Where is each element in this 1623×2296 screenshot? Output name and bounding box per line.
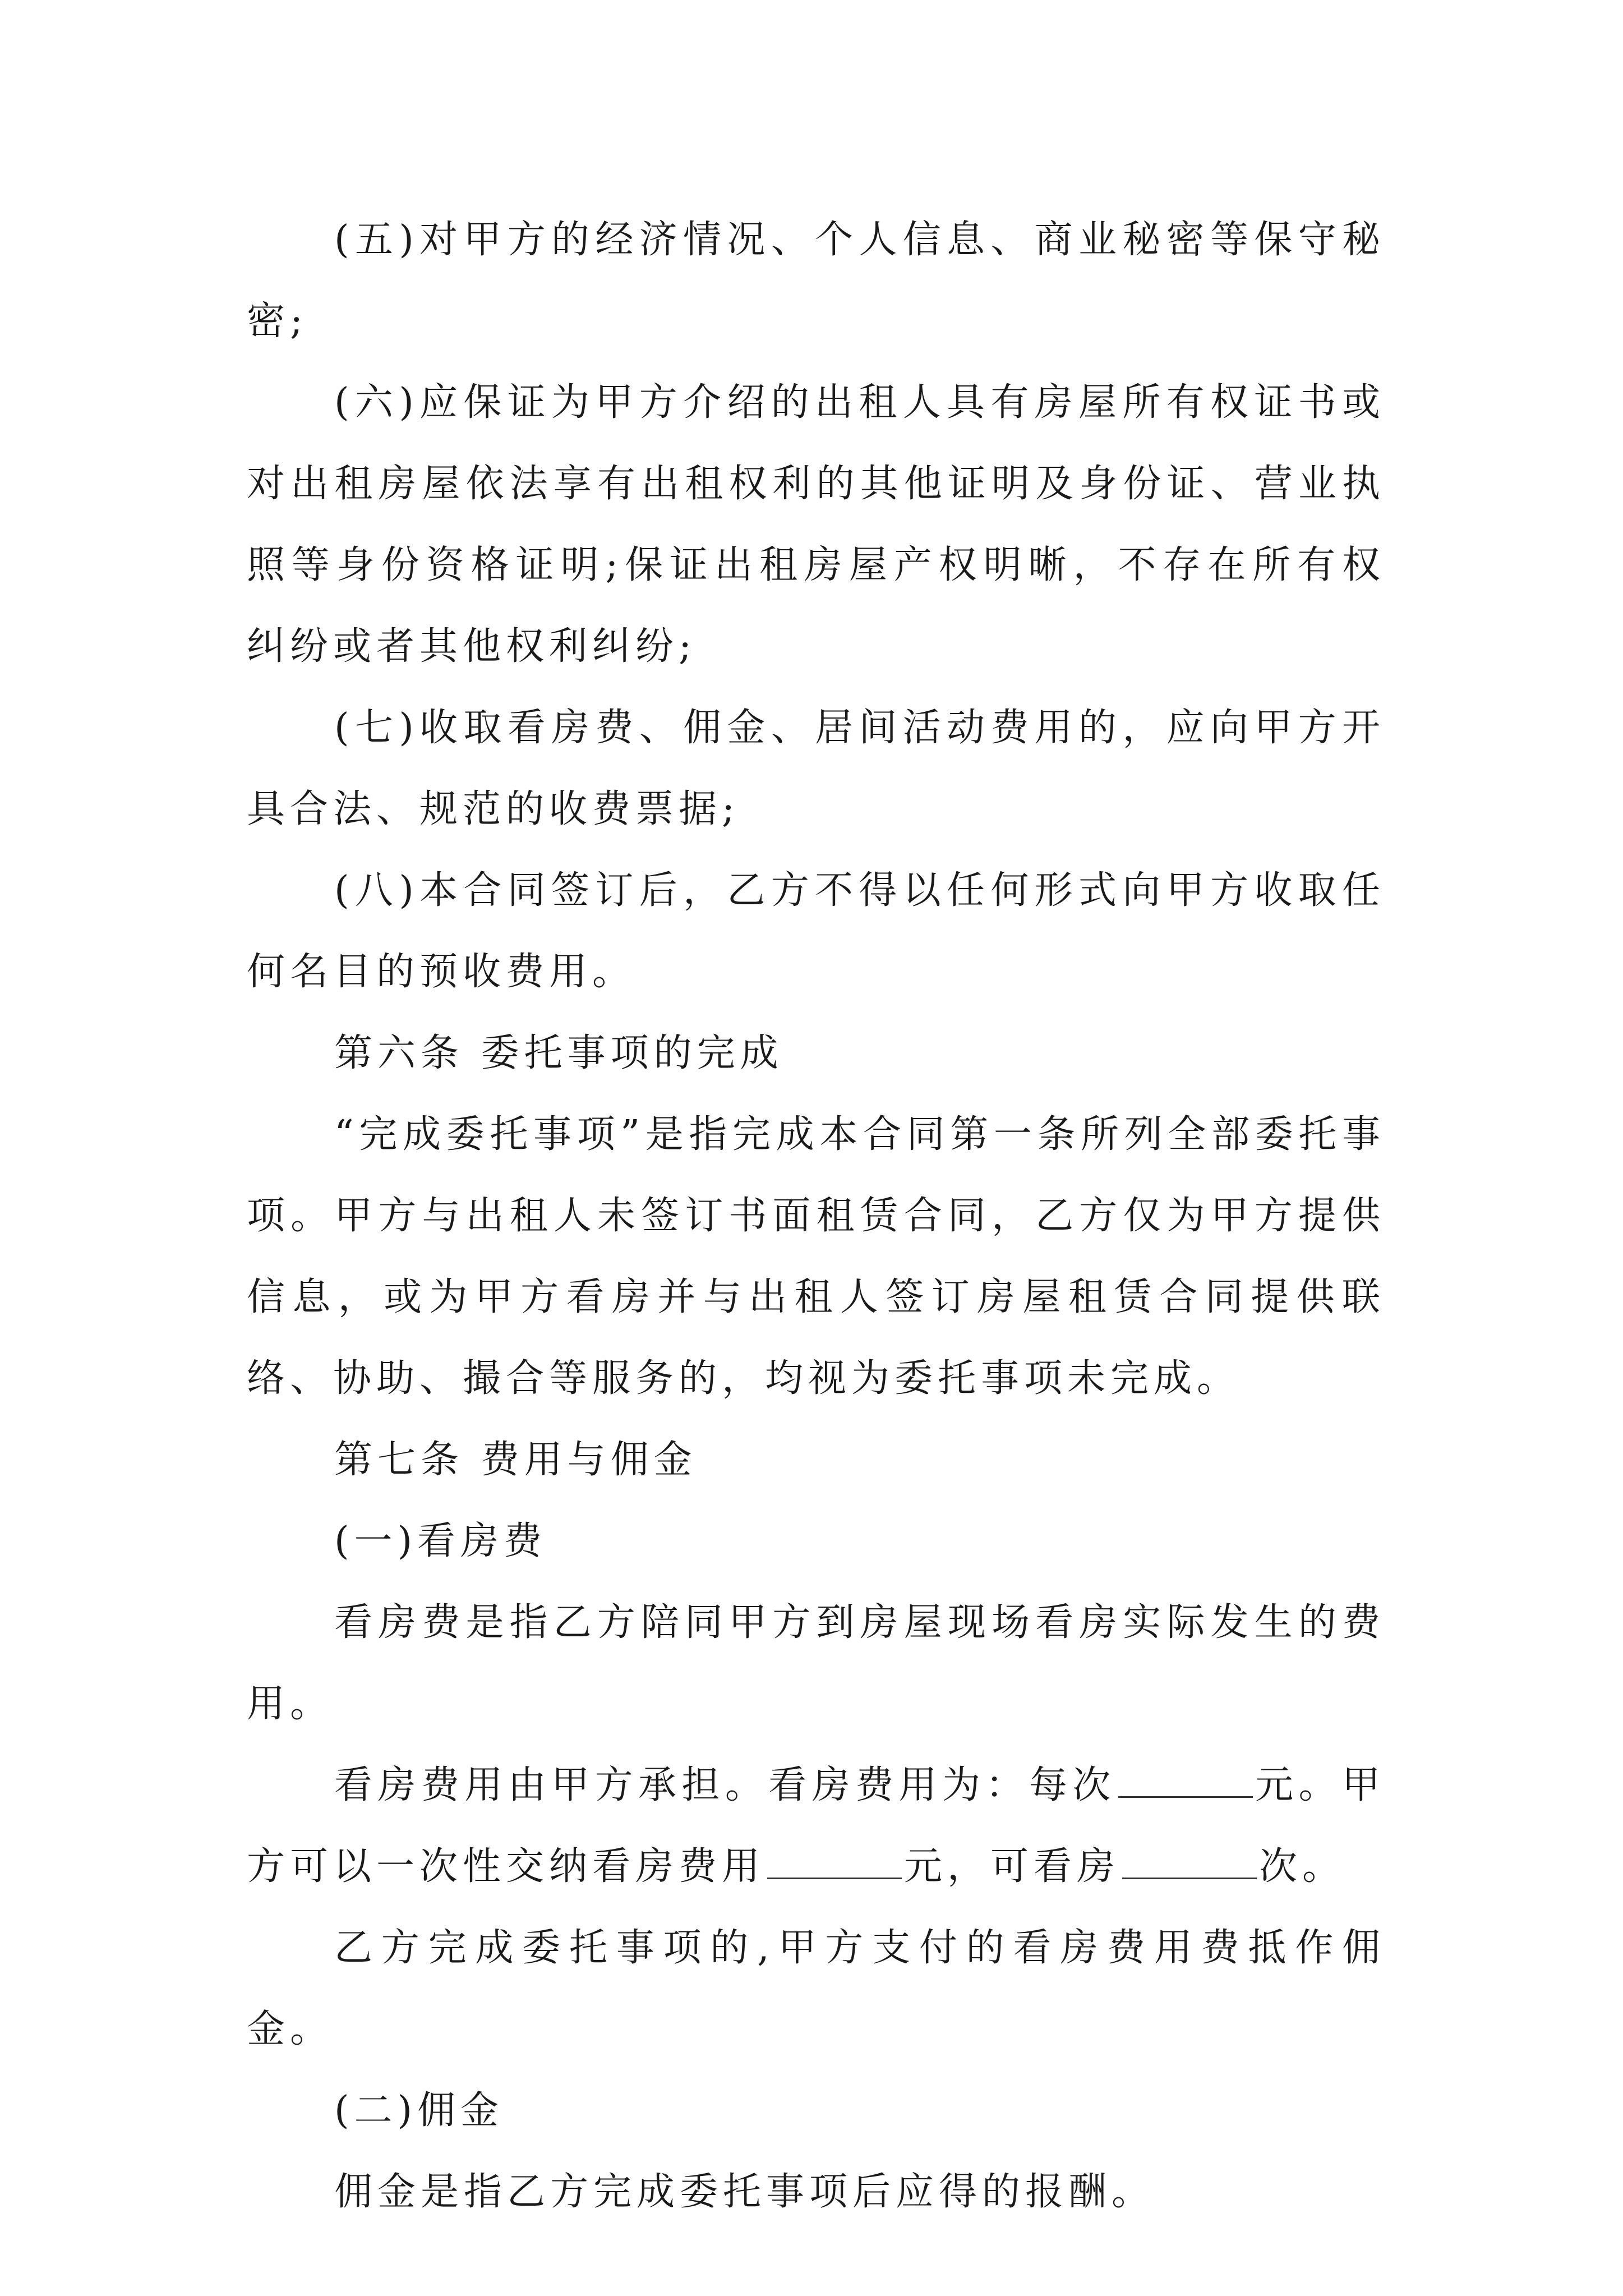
- clause-6-landlord-credentials: (六)应保证为甲方介绍的出租人具有房屋所有权证书或对出租房屋依法享有出租权利的其他证明及身份证、营业执照等身份资格证明;保证出租房屋产权明晰，不存在所有权纠纷或者其他权利纠纷;: [247, 380, 1385, 669]
- fee-text-part-3: 元，可看房: [904, 1844, 1121, 1889]
- commission-heading: (二)佣金: [334, 2088, 504, 2133]
- clause-5-confidentiality: (五)对甲方的经济情况、个人信息、商业秘密等保守秘密;: [247, 218, 1385, 343]
- clause-7-receipts: (七)收取看房费、佣金、居间活动费用的，应向甲方开具合法、规范的收费票据;: [247, 706, 1385, 831]
- clause-8-no-prepayment: (八)本合同签订后，乙方不得以任何形式向甲方收取任何名目的预收费用。: [247, 868, 1385, 994]
- fee-text-part-2: 元。甲方可以一次性交纳看房费用: [247, 1763, 1385, 1889]
- article-6-heading: 第六条 委托事项的完成: [334, 1031, 783, 1075]
- article-7-heading: 第七条 费用与佣金: [334, 1438, 697, 1482]
- visit-count-blank[interactable]: [1122, 1843, 1257, 1879]
- viewing-fee-terms: [247, 1745, 1385, 1907]
- fee-lump-sum-blank[interactable]: [767, 1843, 902, 1879]
- fee-per-visit-blank[interactable]: [1118, 1761, 1253, 1798]
- document-body: [247, 199, 1385, 2233]
- article-6-definition: “完成委托事项”是指完成本合同第一条所列全部委托事项。甲方与出租人未签订书面租赁合同，乙方仅为甲方提供信息，或为甲方看房并与出租人签订房屋租赁合同提供联络、协助、撮合等服务的，均视为委托事项未完成。: [247, 1112, 1385, 1401]
- viewing-fee-heading: (一)看房费: [334, 1519, 547, 1563]
- fee-offset-commission: 乙方完成委托事项的,甲方支付的看房费用费抵作佣金。: [247, 1926, 1385, 2051]
- commission-definition: 佣金是指乙方完成委托事项后应得的报酬。: [334, 2170, 1155, 2214]
- viewing-fee-definition: 看房费是指乙方陪同甲方到房屋现场看房实际发生的费用。: [247, 1600, 1385, 1726]
- fee-text-part-4: 次。: [1259, 1844, 1346, 1889]
- fee-text-part-1: 看房费用由甲方承担。看房费用为：每次: [334, 1763, 1116, 1807]
